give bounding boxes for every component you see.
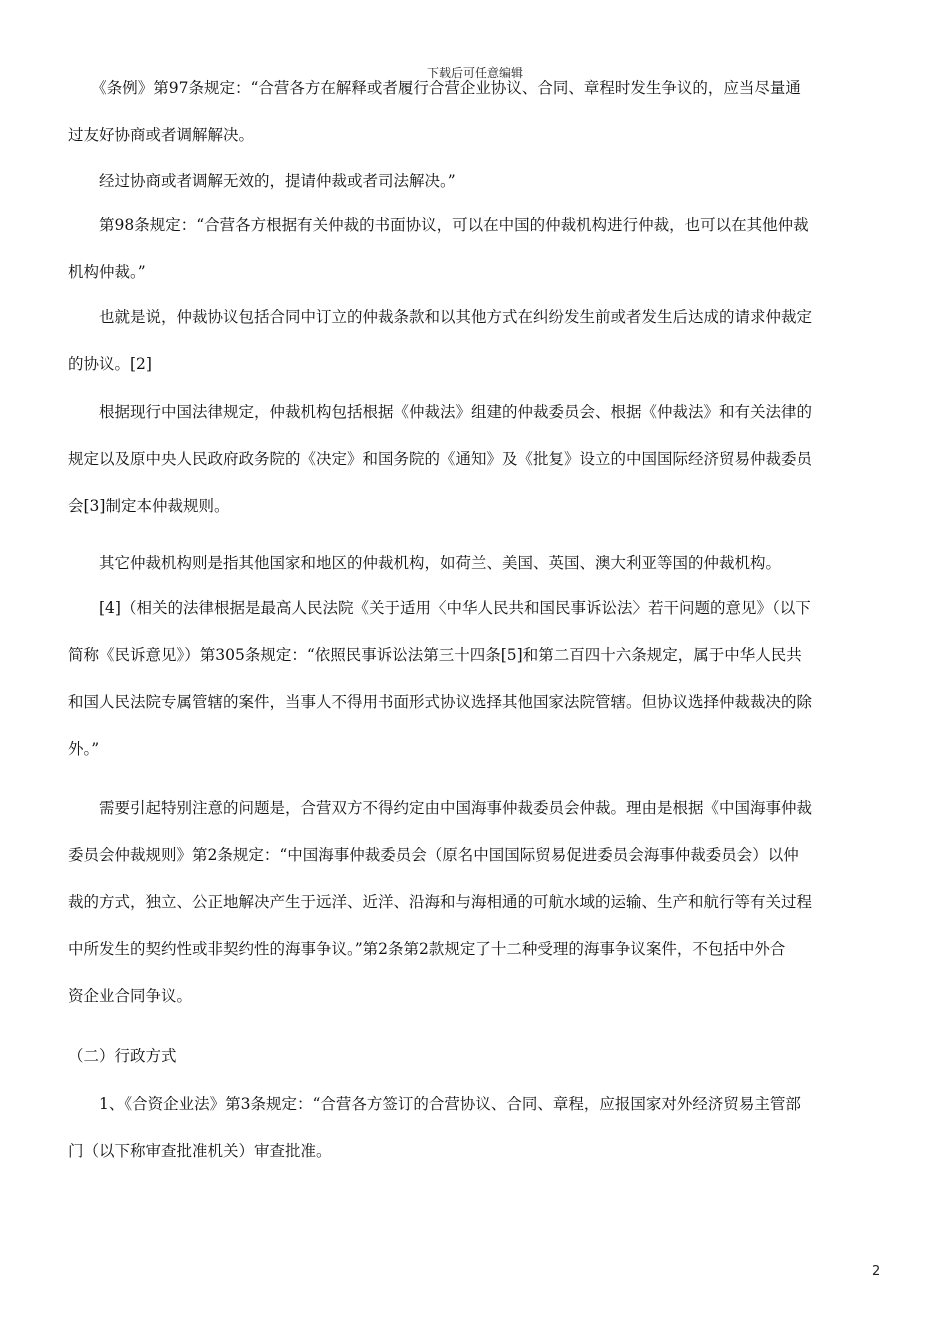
text-line: 裁的方式，独立、公正地解决产生于远洋、近洋、沿海和与海相通的可航水域的运输、生产和航行等有关过程 xyxy=(68,893,813,911)
paragraph-maritime-arbitration xyxy=(68,796,880,1009)
text-line: 根据现行中国法律规定，仲裁机构包括根据《仲裁法》组建的仲裁委员会、根据《仲裁法》和有关法律的 xyxy=(68,403,813,421)
text-line: 资企业合同争议。 xyxy=(68,987,193,1005)
text-line: 规定以及原中央人民政府政务院的《决定》和国务院的《通知》及《批复》设立的中国国际经济贸易仲裁委员 xyxy=(68,450,813,468)
text-line: 机构仲裁。” xyxy=(68,263,146,281)
text-line: 外。” xyxy=(68,740,100,758)
text-line: （二）行政方式 xyxy=(68,1047,177,1065)
paragraph-article-97 xyxy=(68,76,880,148)
paragraph-other-institutions xyxy=(68,551,880,576)
text-line: 过友好协商或者调解解决。 xyxy=(68,126,255,144)
paragraph-article-98 xyxy=(68,213,880,285)
paragraph-arbitration-agreement xyxy=(68,305,880,377)
paragraph-legal-basis xyxy=(68,596,880,762)
paragraph-arbitration-institutions xyxy=(68,400,880,519)
text-line: 简称《民诉意见》）第305条规定：“依照民事诉讼法第三十四条[5]和第二百四十六条规定，属于中华人民共 xyxy=(68,646,802,664)
paragraph-negotiation xyxy=(68,169,880,194)
text-line: 其它仲裁机构则是指其他国家和地区的仲裁机构，如荷兰、美国、英国、澳大利亚等国的仲裁机构。 xyxy=(68,554,782,572)
section-heading-administrative xyxy=(68,1044,880,1069)
text-line: 也就是说，仲裁协议包括合同中订立的仲裁条款和以其他方式在纠纷发生前或者发生后达成的请求仲裁定 xyxy=(68,308,813,326)
text-line: 委员会仲裁规则》第2条规定：“中国海事仲裁委员会（原名中国国际贸易促进委员会海事仲裁委员会）以仲 xyxy=(68,846,799,864)
text-line: 门（以下称审查批准机关）审查批准。 xyxy=(68,1142,332,1160)
text-line: 经过协商或者调解无效的，提请仲裁或者司法解决。” xyxy=(68,172,456,190)
text-line: 和国人民法院专属管辖的案件，当事人不得用书面形式协议选择其他国家法院管辖。但协议选择仲裁裁决的除 xyxy=(68,693,813,711)
text-line: 第98条规定：“合营各方根据有关仲裁的书面协议，可以在中国的仲裁机构进行仲裁，也可以在其他仲裁 xyxy=(68,216,809,234)
page-header: 下载后可任意编辑 xyxy=(426,66,523,80)
page-number: 2 xyxy=(872,1264,881,1279)
paragraph-jv-law-article-3 xyxy=(68,1092,880,1164)
text-line: 会[3]制定本仲裁规则。 xyxy=(68,497,230,515)
text-line: 中所发生的契约性或非契约性的海事争议。”第2条第2款规定了十二种受理的海事争议案件，不包括中外合 xyxy=(68,940,786,958)
text-line: 的协议。[2] xyxy=(68,355,152,373)
text-line: 《条例》第97条规定：“合营各方在解释或者履行合营企业协议、合同、章程时发生争议的，应当尽量通 xyxy=(68,79,801,97)
text-line: 需要引起特别注意的问题是，合营双方不得约定由中国海事仲裁委员会仲裁。理由是根据《中国海事仲裁 xyxy=(68,799,813,817)
text-line: [4]（相关的法律根据是最高人民法院《关于适用〈中华人民共和国民事诉讼法〉若干问题的意见》（以下 xyxy=(68,599,811,617)
text-line: 1、《合资企业法》第3条规定：“合营各方签订的合营协议、合同、章程，应报国家对外经济贸易主管部 xyxy=(68,1095,801,1113)
